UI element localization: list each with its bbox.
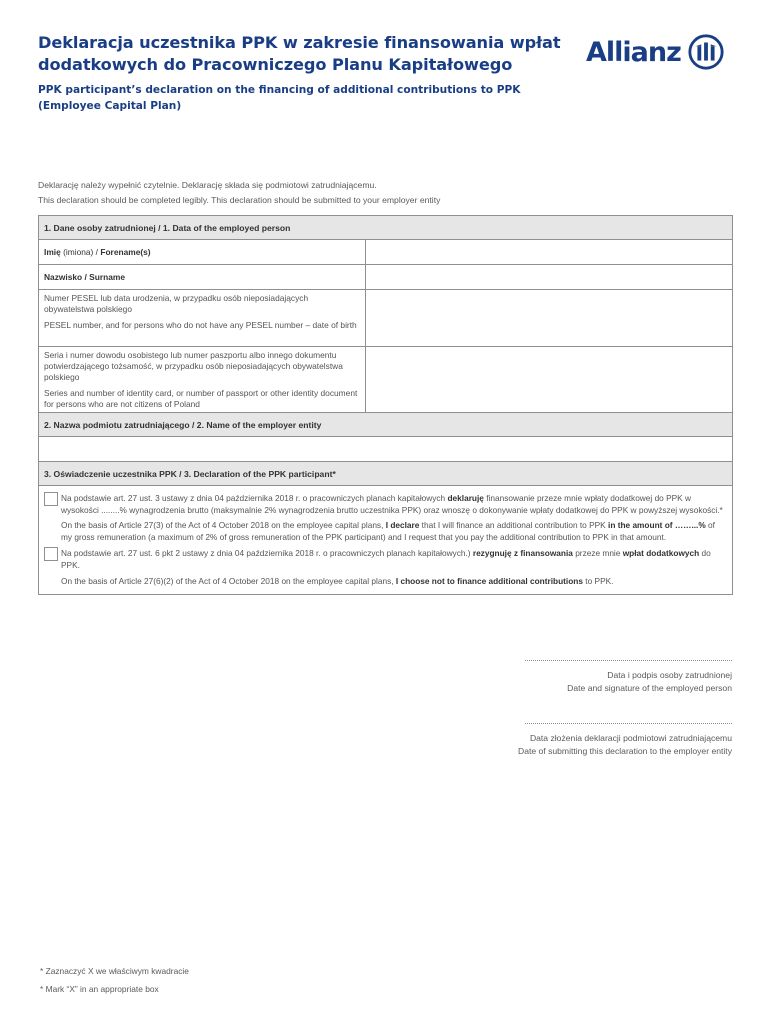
option-opt-out: [44, 547, 727, 571]
document-subtitle: PPK participant’s declaration on the financing of additional contributions to PPK (Employee Capital Plan): [38, 84, 521, 112]
declare-checkbox[interactable]: [44, 492, 58, 506]
id-document-label: Seria i numer dowodu osobistego lub numer paszportu albo innego dokumentu potwierdzającego tożsamość, w przypadku osób nieposiadających obywatelstwa polskiego Series and number of identity card, or number of passport or other identity document for persons who are not citizens of Poland: [39, 347, 366, 412]
section-2-heading: 2. Nazwa podmiotu zatrudniającego / 2. Name of the employer entity: [39, 413, 732, 437]
pesel-row: [39, 290, 732, 347]
pesel-label: Numer PESEL lub data urodzenia, w przypadku osób nieposiadających obywatelstwa polskiego PESEL number, and for persons who do not have any PESEL number – date of birth: [39, 290, 366, 346]
id-document-field[interactable]: [366, 347, 732, 412]
logo-wordmark: Allianz: [586, 36, 681, 68]
pesel-field[interactable]: [366, 290, 732, 346]
allianz-logo: [586, 30, 736, 74]
option-opt-out-en: On the basis of Article 27(6)(2) of the Act of 4 October 2018 on the employee capital plans, I choose not to finance additional contributions to PPK.: [61, 576, 614, 586]
employee-signature-block: Data i podpis osoby zatrudnionej Date and signature of the employed person: [472, 660, 732, 695]
submission-date-block: Data złożenia deklaracji podmiotowi zatrudniającemu Date of submitting this declaration to the employer entity: [472, 723, 732, 758]
forename-row: [39, 240, 732, 265]
surname-label: Nazwisko / Surname: [39, 265, 366, 289]
instructions: [38, 178, 738, 208]
forename-field[interactable]: [366, 240, 732, 264]
submission-date-line[interactable]: [525, 723, 732, 724]
footnote-en: * Mark “X” in an appropriate box: [40, 984, 159, 994]
option-declare-pl: Na podstawie art. 27 ust. 3 ustawy z dnia 04 października 2018 r. o pracowniczych planach kapitałowych deklaruję finansowanie przeze mnie wpłaty dodatkowej do PPK w wysokości ........% wynagrodzenia brutto (maksymalnie 2% wynagrodzenia brutto uczestnika PPK) oraz wnoszę o dokonywanie wpłaty dodatkowej do PPK w powyższej wysokości.*: [61, 493, 723, 515]
section-3-heading: 3. Oświadczenie uczestnika PPK / 3. Declaration of the PPK participant*: [39, 462, 732, 486]
document-header: [38, 32, 578, 114]
footnote-pl: * Zaznaczyć X we właściwym kwadracie: [40, 966, 189, 976]
forename-label: Imię (imiona) / Forename(s): [39, 240, 366, 264]
option-declare: [44, 492, 727, 516]
option-opt-out-pl: Na podstawie art. 27 ust. 6 pkt 2 ustawy z dnia 04 października 2018 r. o pracowniczych planach kapitałowych.) rezygnuję z finansowania przeze mnie wpłat dodatkowych do PPK.: [61, 548, 711, 570]
opt-out-checkbox[interactable]: [44, 547, 58, 561]
footnotes: [40, 962, 189, 998]
employee-signature-line[interactable]: [525, 660, 732, 661]
id-document-row: [39, 347, 732, 413]
declaration-options: [39, 486, 732, 594]
employer-name-field[interactable]: [39, 437, 732, 462]
instructions-en: This declaration should be completed legibly. This declaration should be submitted to your employer entity: [38, 195, 441, 205]
surname-row: [39, 265, 732, 290]
option-declare-en: On the basis of Article 27(3) of the Act of 4 October 2018 on the employee capital plans, I declare that I will finance an additional contribution to PPK in the amount of ……...% of my gross remuneration (a maximum of 2% of gross remuneration of the PPK participant) and I request that you pay the additional contribution to PPK in that amount.: [61, 520, 715, 542]
declaration-form: [38, 215, 733, 595]
allianz-eagle-icon: [687, 33, 725, 71]
surname-field[interactable]: [366, 265, 732, 289]
instructions-pl: Deklarację należy wypełnić czytelnie. Deklarację składa się podmiotowi zatrudniającemu.: [38, 180, 377, 190]
section-1-heading: 1. Dane osoby zatrudnionej / 1. Data of the employed person: [39, 216, 732, 240]
document-title: Deklaracja uczestnika PPK w zakresie finansowania wpłat dodatkowych do Pracowniczego Planu Kapitałowego: [38, 33, 561, 74]
